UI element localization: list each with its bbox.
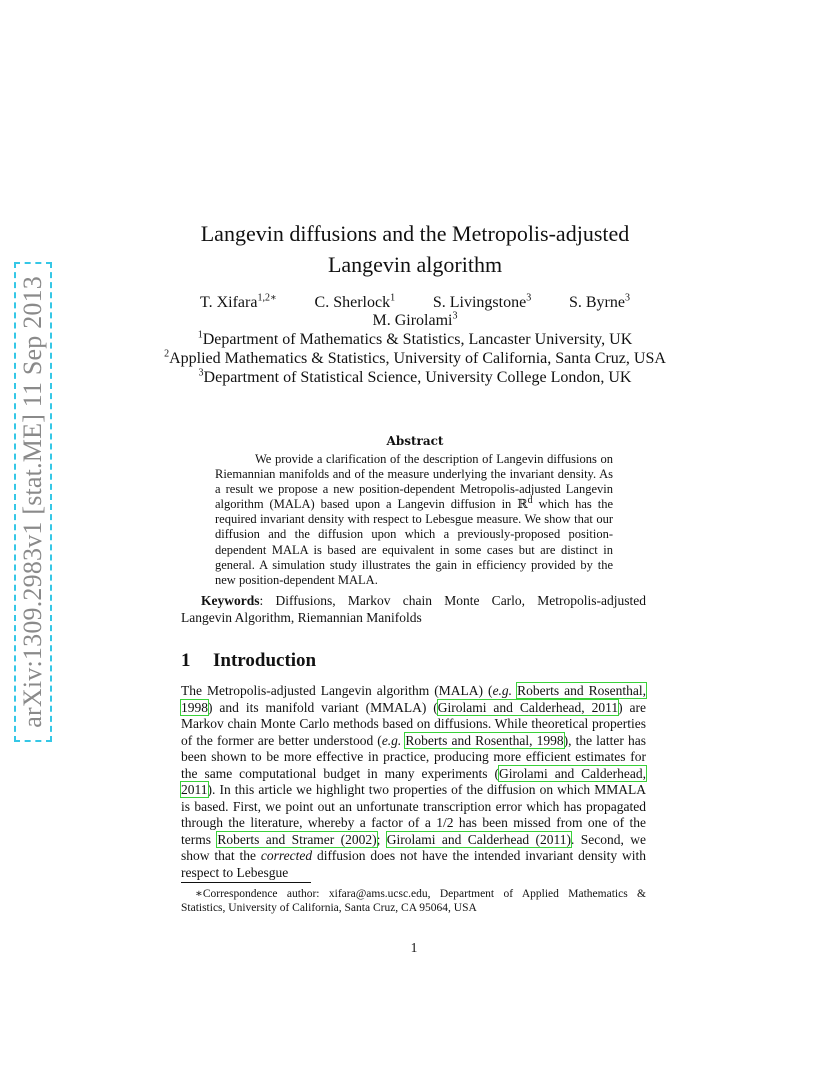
- title-line-1: Langevin diffusions and the Metropolis-adjusted: [200, 221, 630, 246]
- citation-link[interactable]: Girolami and Calderhead (2011): [386, 831, 572, 847]
- arxiv-identifier: arXiv:1309.2983v1 [stat.ME] 11 Sep 2013: [18, 276, 47, 728]
- citation-link[interactable]: Roberts and Rosenthal, 1998: [405, 732, 564, 748]
- affiliation-2: $^2$Applied Mathematics & Statistics, University of California, Santa Cruz, USA: [164, 348, 666, 367]
- footnote-divider: [181, 882, 311, 883]
- author: T. Xifara$^{1,2∗}$: [200, 292, 277, 311]
- section-title: Introduction: [213, 650, 317, 671]
- authors-row: [190, 294, 640, 312]
- keywords-label: Keywords: [201, 593, 260, 608]
- citation-link[interactable]: Roberts and Rosenthal, 1998: [181, 683, 647, 715]
- abstract-body: We provide a clarification of the description of Langevin diffusions on Riemannian manifolds and of the measure underlying the invariant density. As a result we propose a new position-dependent Metropolis-adjusted Langevin algorithm (MALA) based upon a Langevin diffusion in ℝ$^d$ which has the required invariant density with respect to Lebesgue measure. We show that our diffusion and the diffusion upon which a previously-proposed position-dependent MALA is based are equivalent in some cases but are distinct in general. A simulation study illustrates the gain in efficiency provided by the new position-dependent MALA.: [215, 452, 613, 587]
- affiliation-3: $^3$Department of Statistical Science, University College London, UK: [198, 367, 632, 386]
- footnote: ∗Correspondence author: xifara@ams.ucsc.edu, Department of Applied Mathematics & Statistics, University of California, Santa Cruz, CA 95064, USA: [181, 888, 646, 914]
- section-number: 1: [181, 650, 191, 671]
- author: C. Sherlock$^1$: [314, 292, 396, 311]
- title-line-2: Langevin algorithm: [327, 252, 503, 277]
- citation-link[interactable]: Girolami and Calderhead, 2011: [437, 699, 619, 715]
- keywords-list: : Diffusions, Markov chain Monte Carlo, Metropolis-adjusted Langevin Algorithm, Riemannian Manifolds: [181, 593, 646, 625]
- author: S. Livingstone$^3$: [432, 292, 532, 311]
- abstract-heading: Abstract: [386, 434, 444, 448]
- author: S. Byrne$^3$: [568, 292, 630, 311]
- affiliation-1: $^1$Department of Mathematics & Statistics, Lancaster University, UK: [197, 329, 633, 348]
- paper-title: [190, 218, 640, 280]
- citation-link[interactable]: Girolami and Calderhead, 2011: [181, 765, 647, 797]
- introduction-paragraph: The Metropolis-adjusted Langevin algorithm (MALA) (e.g. Roberts and Rosenthal, 1998) and its manifold variant (MMALA) (Girolami and Calderhead, 2011) are Markov chain Monte Carlo methods based on diffusions. While theoretical properties of the former are better understood (e.g. Roberts and Rosenthal, 1998), the latter has been shown to be more effective in practice, producing more efficient estimates for the same computational budget in many experiments (Girolami and Calderhead, 2011). In this article we highlight two properties of the diffusion on which MMALA is based. First, we point out an unfortunate transcription error which has propagated through the literature, whereby a factor of a 1/2 has been missed from one of the terms Roberts and Stramer (2002); Girolami and Calderhead (2011). Second, we show that the corrected diffusion does not have the intended invariant density with respect to Lebesgue: [181, 683, 647, 880]
- citation-link[interactable]: Roberts and Stramer (2002): [217, 831, 377, 847]
- arxiv-stamp: [14, 262, 52, 742]
- section-heading-introduction: [181, 650, 646, 672]
- author: M. Girolami$^3$: [372, 310, 458, 329]
- authors-second-line: [190, 312, 640, 330]
- keywords: [181, 593, 646, 626]
- page-number: 1: [410, 940, 418, 955]
